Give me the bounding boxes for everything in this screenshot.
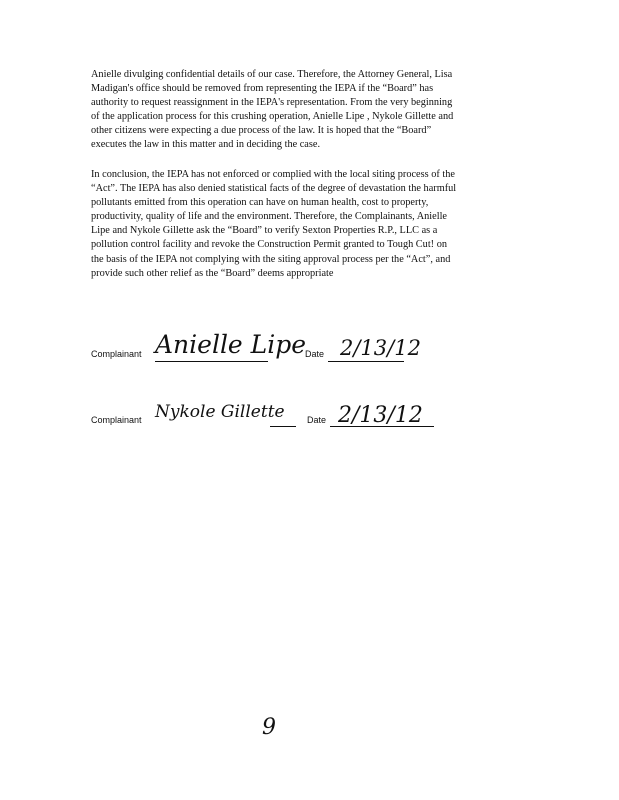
date-label: Date bbox=[305, 349, 325, 359]
date-line bbox=[330, 426, 434, 427]
signature-line-tail bbox=[256, 361, 268, 362]
signature-line bbox=[270, 426, 296, 427]
date-label: Date bbox=[307, 415, 327, 425]
complainant-label: Complainant bbox=[91, 349, 142, 359]
complainant-label: Complainant bbox=[91, 415, 142, 425]
date-line bbox=[328, 361, 404, 362]
page-number: 9 bbox=[262, 715, 276, 740]
handwritten-date: 2/13/12 bbox=[340, 336, 421, 360]
body-paragraph-2: In conclusion, the IEPA has not enforced or complied with the local siting process of the “Act”. The IEPA has also denied statistical facts of the degree of devastation the harmful pollutants emitted from this operation can have on human health, cost to property, productivity, quality of life and the environment. Therefore, the Complainants, Anielle Lipe and Nykole Gillette ask the “Board” to verify Sexton Properties R.P., LLC as a pollution control facility and revoke the Construction Permit granted to Tough Cut! on the basis of the IEPA not complying with the siting approval process per the “Act”, and provide such other relief as the “Board” deems appropriate bbox=[91, 169, 457, 279]
handwritten-signature: Anielle Lipe bbox=[155, 330, 307, 359]
signature-line bbox=[155, 361, 267, 362]
body-paragraph-1: Anielle divulging confidential details of our case. Therefore, the Attorney General, Lisa Madigan's office should be removed from representing the IEPA if the “Board” has authority to request reassignment in the IEPA's representation. From the very beginning of the application process for this crushing operation, Anielle Lipe , Nykole Gillette and other citizens were expecting a due process of the law. It is hoped that the “Board” executes the law in this matter and in deciding the case. bbox=[91, 69, 454, 151]
handwritten-signature: Nykole Gillette bbox=[155, 402, 285, 422]
handwritten-date: 2/13/12 bbox=[338, 403, 423, 428]
